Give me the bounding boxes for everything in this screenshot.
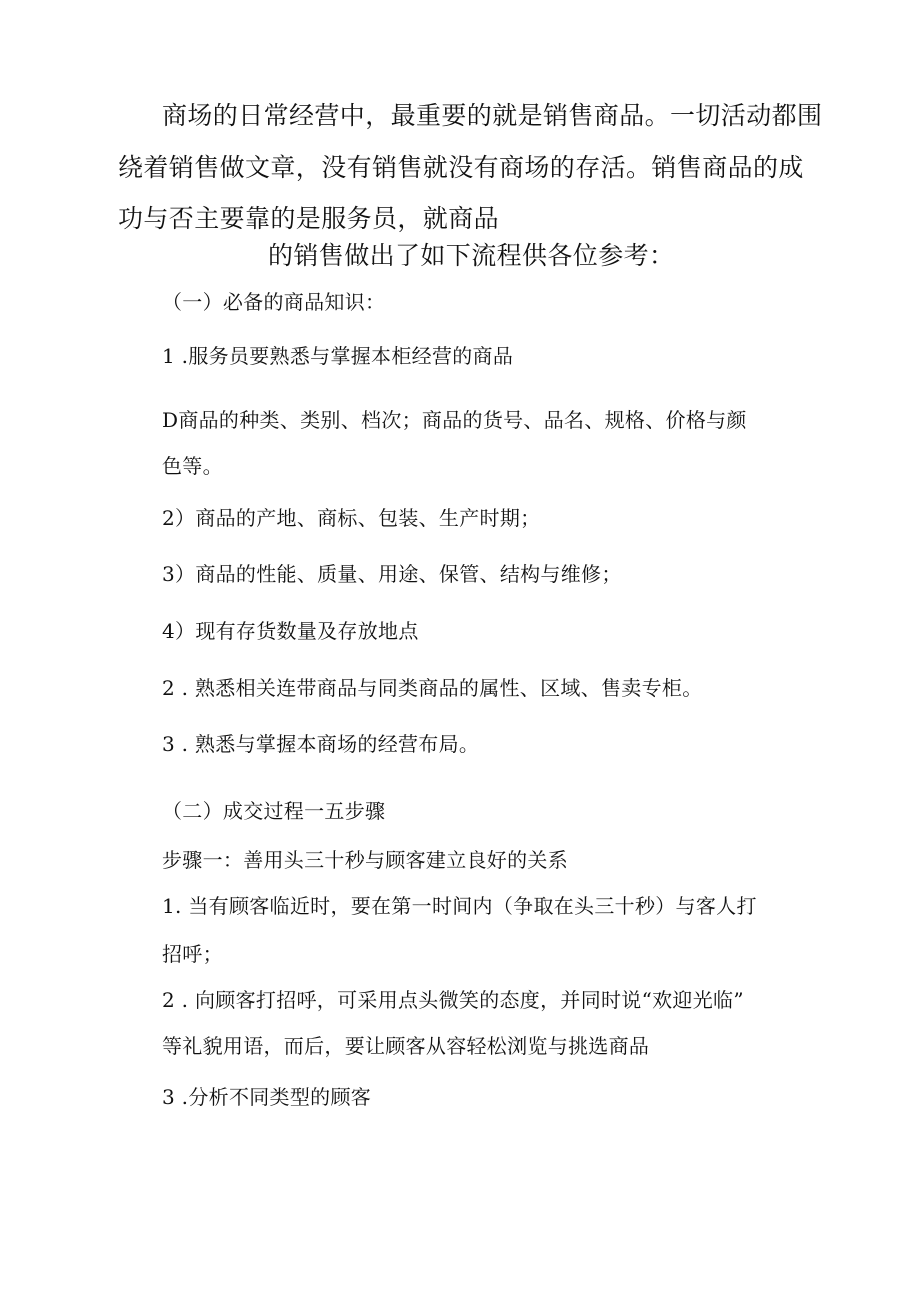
section2-item-3: 3 .分析不同类型的顾客 <box>162 1085 372 1109</box>
intro-line-4: 的销售做出了如下流程供各位参考： <box>268 241 675 270</box>
section2-item-2-line-2: 等礼貌用语，而后，要让顾客从容轻松浏览与挑选商品 <box>162 1034 650 1058</box>
section2-heading: （二）成交过程一五步骤 <box>162 799 386 823</box>
intro-line-3: 功与否主要靠的是服务员，就商品 <box>118 204 500 233</box>
section1-sub-4: 4）现有存货数量及存放地点 <box>162 619 419 643</box>
intro-line-2: 绕着销售做文章，没有销售就没有商场的存活。销售商品的成 <box>118 153 804 182</box>
section1-sub-3: 3）商品的性能、质量、用途、保管、结构与维修； <box>162 562 622 586</box>
section1-item-2: 2 . 熟悉相关连带商品与同类商品的属性、区域、售卖专柜。 <box>162 676 703 700</box>
section1-sub-2: 2）商品的产地、商标、包装、生产时期； <box>162 506 541 530</box>
section2-item-1-line-2: 招呼； <box>162 942 223 966</box>
section1-sub-1-line-1: D商品的种类、类别、档次；商品的货号、品名、规格、价格与颜 <box>162 408 747 432</box>
section1-sub-1-line-2: 色等。 <box>162 454 223 478</box>
section1-item-1: 1 .服务员要熟悉与掌握本柜经营的商品 <box>162 344 514 368</box>
section2-item-1-line-1: 1. 当有顾客临近时，要在第一时间内（争取在头三十秒）与客人打 <box>162 894 757 918</box>
section2-step-1: 步骤一：善用头三十秒与顾客建立良好的关系 <box>162 848 568 872</box>
intro-line-1: 商场的日常经营中，最重要的就是销售商品。一切活动都围 <box>162 101 823 130</box>
section1-item-3: 3 . 熟悉与掌握本商场的经营布局。 <box>162 732 480 756</box>
section1-heading: （一）必备的商品知识： <box>162 290 386 314</box>
section2-item-2-line-1: 2 . 向顾客打招呼，可采用点头微笑的态度，并同时说“欢迎光临” <box>162 988 744 1012</box>
